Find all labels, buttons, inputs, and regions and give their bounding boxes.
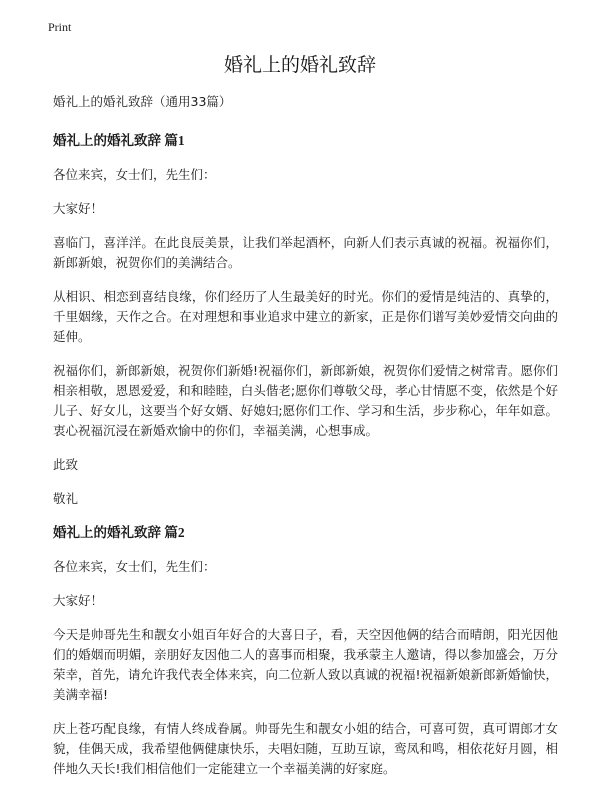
greeting-hello: 大家好！ — [53, 201, 104, 216]
section-heading: 婚礼上的婚礼致辞 篇1 — [53, 133, 185, 148]
document-subtitle: 婚礼上的婚礼致辞（通用33篇） — [53, 94, 232, 109]
page-title: 婚礼上的婚礼致辞 — [223, 54, 376, 76]
body-paragraph: 祝福你们，新郎新娘，祝贺你们新婚!祝福你们，新郎新娘，祝贺你们爱情之树常青。愿你们相亲相敬，恩恩爱爱，和和睦睦，白头偕老;愿你们尊敬父母，孝心甘情愿不变，依然是个好儿子、好女儿，这要当个好女婿、好媳妇;愿你们工作、学习和生活，步步称心，年年如意。衷心祝福沉浸在新婚欢愉中的你们，幸福美满，心想事成。 — [53, 363, 559, 438]
greeting-hello: 大家好！ — [53, 593, 104, 608]
body-paragraph: 喜临门，喜洋洋。在此良辰美景，让我们举起酒杯，向新人们表示真诚的祝福。祝福你们，新郎新娘，祝贺你们的美满结合。 — [53, 235, 558, 270]
greeting-line: 各位来宾，女士们，先生们： — [53, 559, 216, 574]
body-paragraph: 今天是帅哥先生和靓女小姐百年好合的大喜日子，看，天空因他俩的结合而晴朗，阳光因他们的婚姻而明媚，亲朋好友因他二人的喜事而相聚，我承蒙主人邀请，得以参加盛会，万分荣幸，首先，请允许我代表全体来宾，向二位新人致以真诚的祝福!祝福新娘新郎新婚愉快，美满幸福! — [53, 627, 559, 702]
section-2 — [53, 523, 558, 779]
section-heading: 婚礼上的婚礼致辞 篇2 — [53, 525, 185, 540]
closing-line: 此致 — [53, 457, 79, 472]
greeting-line: 各位来宾，女士们，先生们： — [53, 167, 216, 182]
body-paragraph: 从相识、相恋到喜结良缘，你们经历了人生最美好的时光。你们的爱情是纯洁的、真挚的，千里姻缘，天作之合。在对理想和事业追求中建立的新家，正是你们谱写美妙爱情交向曲的延伸。 — [53, 289, 558, 344]
body-paragraph: 庆上苍巧配良缘，有情人终成眷属。帅哥先生和靓女小姐的结合，可喜可贺，真可谓郎才女貌，佳偶天成，我希望他俩健康快乐，夫唱妇随，互助互谅，鸾凤和鸣，相依花好月圆，相伴地久天长!我们相信他们一定能建立一个幸福美满的好家庭。 — [53, 721, 558, 776]
closing-salute: 敬礼 — [53, 491, 79, 506]
print-link[interactable]: Print — [48, 20, 72, 34]
section-1 — [53, 131, 558, 509]
document-body — [53, 92, 558, 793]
